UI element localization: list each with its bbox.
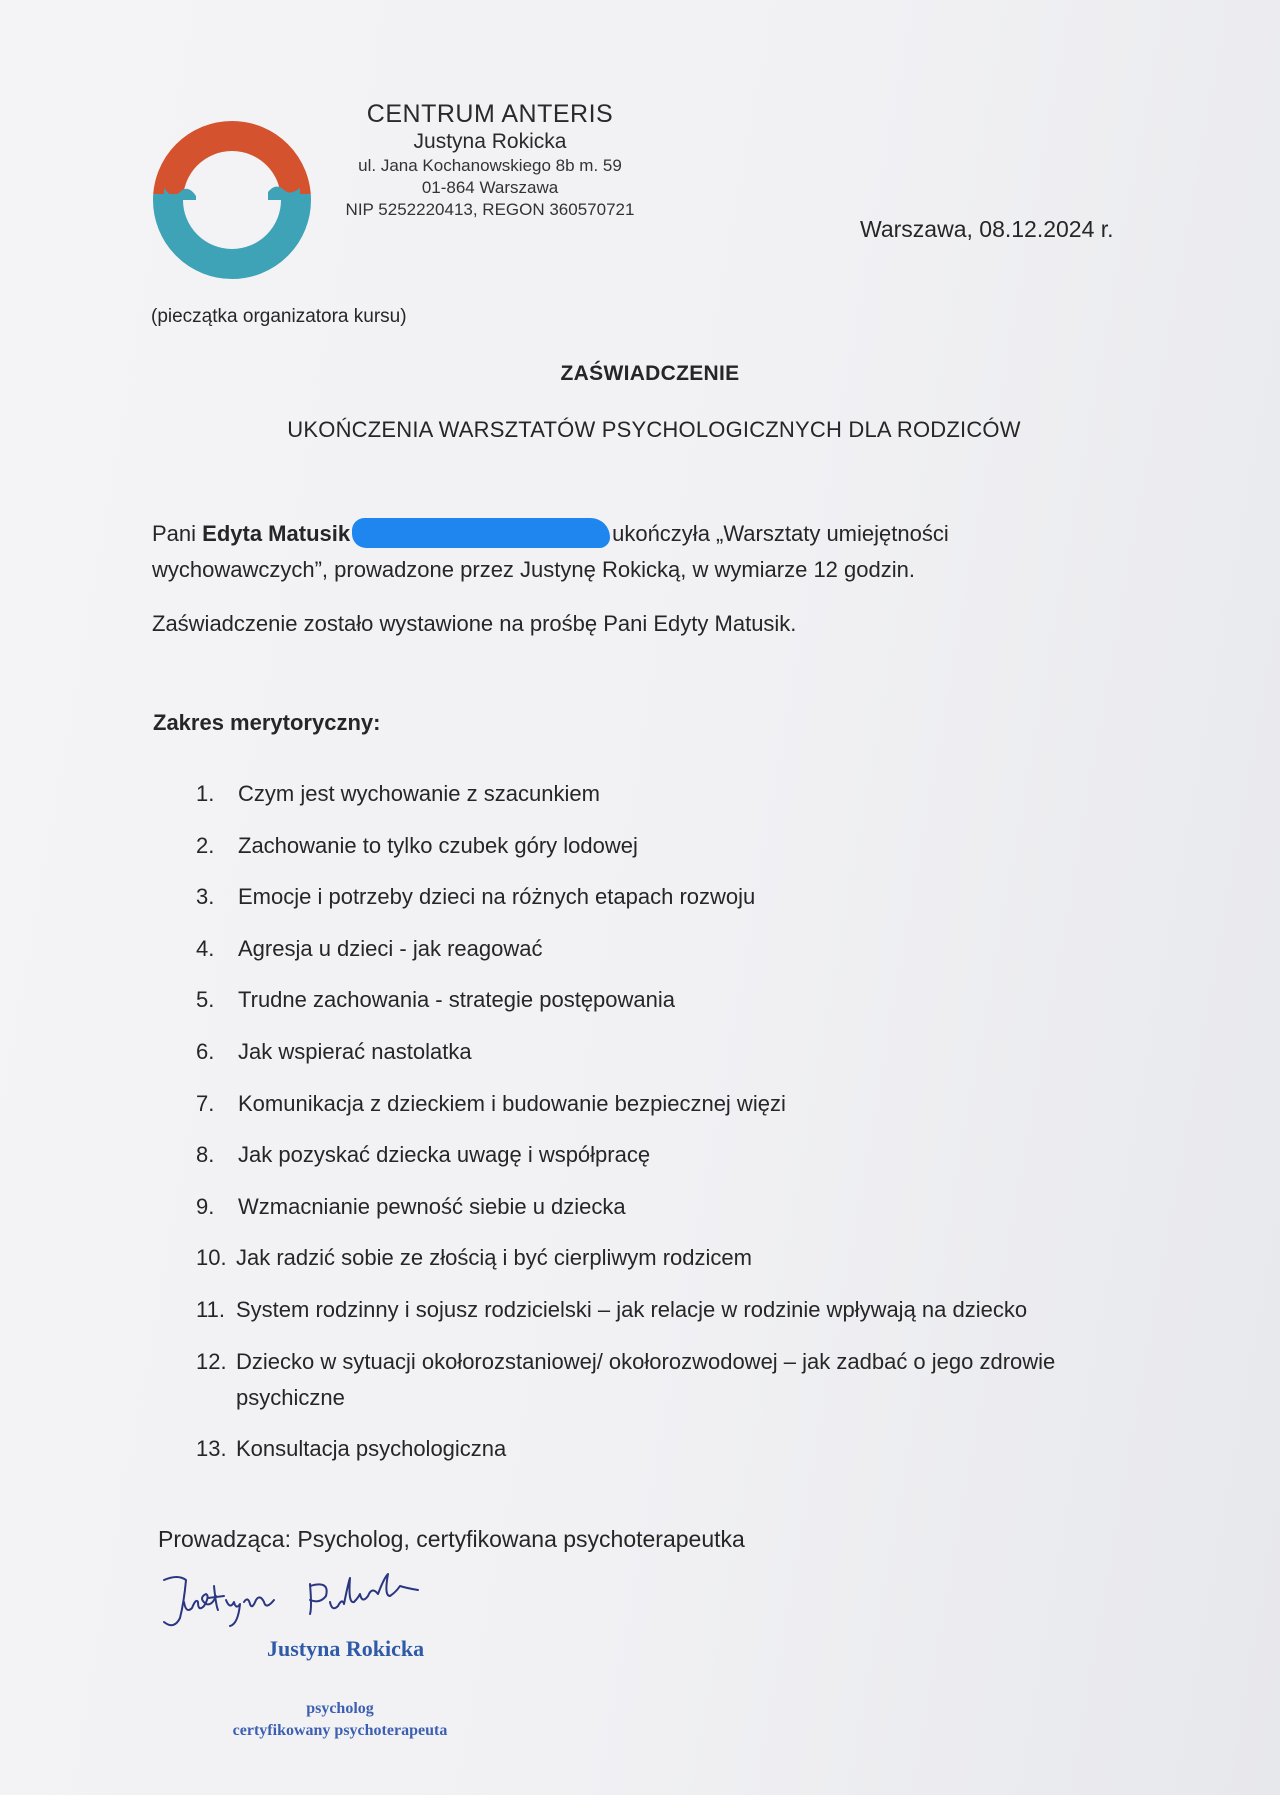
topic-item [196,1344,1156,1416]
stamp-note: (pieczątka organizatora kursu) [151,306,407,327]
participant-name: Edyta Matusik [202,521,351,546]
organizer-person: Justyna Rokicka [413,130,567,153]
organizer-header [330,100,650,220]
organization-name: CENTRUM ANTERIS [366,100,614,128]
topic-number: 1. [196,781,215,806]
topic-text: Czym jest wychowanie z szacunkiem [238,781,600,806]
instructor-line: Prowadząca: Psycholog, certyfikowana psychoterapeutka [158,1526,745,1552]
handwritten-signature [150,1568,510,1638]
seal-name: Justyna Rokicka [267,1636,425,1661]
topic-number: 10. [196,1245,227,1271]
scope-heading: Zakres merytoryczny: [153,710,381,735]
topic-text: Konsultacja psychologiczna [236,1436,507,1462]
topic-text: Jak wspierać nastolatka [238,1038,472,1064]
topic-number: 9. [196,1193,215,1219]
centrum-anteris-logo [150,118,314,282]
topic-number: 12. [196,1348,227,1374]
topic-item [196,1034,1156,1070]
topic-text: Agresja u dzieci - jak reagować [238,935,543,961]
topic-item [196,982,1156,1018]
topic-item [196,776,1156,812]
topic-text: Dziecko w sytuacji okołorozstaniowej/ okołorozwodowej – jak zadbać o jego zdrowie psychiczne [236,1348,1056,1410]
topic-number: 2. [196,832,215,858]
topic-text: System rodzinny i sojusz rodzicielski – jak relacje w rodzinie wpływają na dziecko [236,1296,1028,1322]
topic-number: 13. [196,1436,227,1462]
topic-item [196,1292,1156,1328]
topic-text: Wzmacnianie pewność siebie u dziecka [238,1193,626,1219]
topic-item [196,828,1156,864]
statement-rest: ukończyła „Warsztaty umiejętności wychowawczych”, prowadzone przez Justynę Rokicką, w wymiarze 12 godzin. [152,521,949,582]
certificate-subtitle: UKOŃCZENIA WARSZTATÓW PSYCHOLOGICZNYCH DLA RODZICÓW [287,417,1021,442]
topic-number: 5. [196,987,215,1013]
topic-item [196,1137,1156,1173]
issuance-statement: Zaświadczenie zostało wystawione na prośbę Pani Edyty Matusik. [152,611,797,636]
issue-date: Warszawa, 08.12.2024 r. [860,216,1114,242]
seal-role [200,1698,480,1742]
address-line: ul. Jana Kochanowskiego 8b m. 59 [358,156,622,175]
topic-text: Komunikacja z dzieckiem i budowanie bezpiecznej więzi [238,1090,786,1116]
topic-text: Trudne zachowania - strategie postępowania [238,987,676,1013]
topic-text: Jak radzić sobie ze złością i być cierpliwym rodzicem [236,1245,752,1271]
certificate-title: ZAŚWIADCZENIE [560,362,740,385]
topic-number: 11. [196,1296,225,1322]
tax-ids-line: NIP 5252220413, REGON 360570721 [345,200,635,219]
topic-number: 8. [196,1142,215,1168]
redaction-mark [352,518,610,548]
topic-number: 7. [196,1090,215,1116]
topic-item [196,1431,1156,1467]
topics-list [196,776,1156,1483]
topic-number: 3. [196,884,215,910]
seal-role-line-1: psycholog [306,1700,374,1717]
topic-number: 4. [196,935,215,961]
city-line: 01-864 Warszawa [421,178,559,197]
topic-text: Emocje i potrzeby dzieci na różnych etapach rozwoju [238,884,756,910]
topic-item [196,1189,1156,1225]
topic-item [196,1240,1156,1276]
seal-role-line-2: certyfikowany psychoterapeuta [232,1722,448,1739]
statement-prefix: Pani [152,521,203,546]
topic-text: Zachowanie to tylko czubek góry lodowej [238,832,638,858]
topic-item [196,931,1156,967]
topic-number: 6. [196,1038,215,1064]
completion-statement [152,516,1022,588]
topic-text: Jak pozyskać dziecka uwagę i współpracę [238,1142,651,1168]
topic-item [196,879,1156,915]
topic-item [196,1086,1156,1122]
